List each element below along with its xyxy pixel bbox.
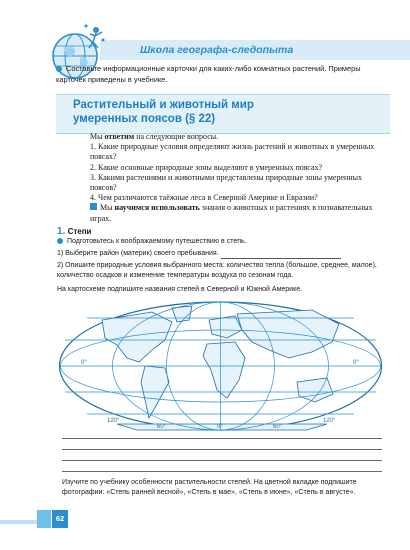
map-lon-label: 60° — [273, 424, 283, 430]
question-item: 4. Чем различаются таёжные леса в Северной Америке и Евразии? — [90, 193, 318, 203]
answer-line[interactable] — [62, 460, 382, 461]
map-lat-label: 0° — [353, 360, 359, 366]
section-title — [57, 226, 91, 237]
page-number: 62 — [52, 510, 68, 528]
school-title: Школа географа-следопыта — [140, 44, 294, 56]
page-number-tab — [37, 510, 51, 528]
learn-marker-icon — [90, 203, 97, 210]
topic-title-line2: умеренных поясов (§ 22) — [73, 113, 216, 125]
map-lon-label: 0° — [217, 424, 223, 430]
topic-title-line1: Растительный и животный мир — [73, 99, 254, 111]
answer-line[interactable] — [62, 449, 382, 450]
question-item: 3. Какими растениями и животными представлены природные зоны умеренных поясов? — [90, 172, 362, 193]
footer-stripe — [0, 520, 37, 524]
learn-statement: Мы научимся использовать знания о животных и растениях в познавательных играх. — [90, 203, 373, 223]
section-number: 1. — [57, 226, 66, 237]
task-step2: 2) Опишите природные условия выбранного места: количество тепла (большое, среднее, малое), количество осадков и изменение температуры воздуха по сезонам года. — [57, 262, 377, 279]
map-lat-label: 0° — [81, 360, 87, 366]
task-step3: На картосхеме подпишите названия степей в Северной и Южной Америке. — [57, 286, 303, 293]
world-map — [57, 300, 384, 432]
question-item: 1. Какие природные условия определяют жизнь растений и животных в умеренных поясах? — [90, 142, 375, 162]
bullet-dot-icon — [57, 238, 63, 244]
map-lon-label: 60° — [157, 424, 167, 430]
intro-text: Составьте информационные карточки для каких-либо комнатных растений. Примеры карточек приведены в учебнике. — [56, 64, 361, 84]
answer-line[interactable] — [62, 471, 382, 472]
map-lon-label: 120° — [107, 418, 120, 424]
answer-line[interactable] — [62, 438, 382, 439]
map-lon-label: 120° — [323, 418, 336, 424]
questions-lead: Мы ответим на следующие вопросы. — [90, 132, 219, 141]
questions-block — [90, 132, 385, 224]
intro-paragraph — [56, 64, 386, 85]
answer-line[interactable] — [221, 251, 341, 259]
task-step1: 1) Выберите район (материк) своего пребывания. — [57, 249, 387, 259]
question-item: 2. Какие основные природные зоны выделяют в умеренных поясах? — [90, 162, 323, 172]
task-intro: Подготовьтесь к воображаемому путешествию в степь. — [57, 237, 247, 247]
section-name: Степи — [67, 227, 92, 236]
outro-paragraph: Изучите по учебнику особенности растительности степей. На цветной вкладке подпишите фотографии: «Степь ранней весной», «Степь в мае», «Степь в июне», «Степь в августе». — [62, 479, 357, 496]
bullet-dot-icon — [56, 66, 62, 72]
